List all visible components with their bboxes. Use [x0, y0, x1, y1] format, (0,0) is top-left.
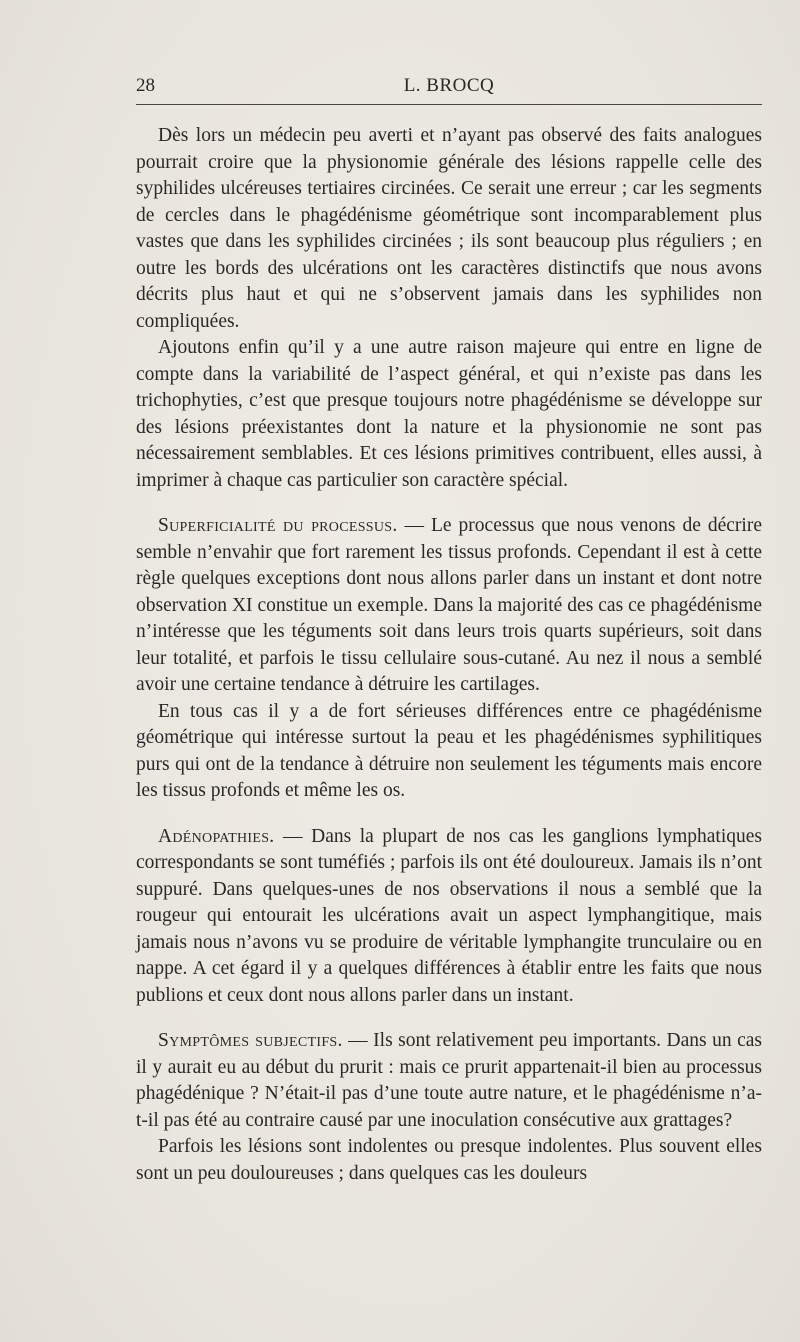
body-text — [136, 123, 762, 1187]
paragraph — [136, 1134, 762, 1187]
page-header — [136, 75, 762, 99]
paragraph — [136, 123, 762, 335]
paragraph-text: — Ils sont relativement peu importants. Dans un cas il y aurait eu au début du prurit : mais ce prurit appartenait-il bien au processus phagédénique ? N’était-il pas d’une toute autre nature, et le phagédénisme n’a-t-il pas été au contraire causé par une inoculation consécutive aux grattages? — [136, 1030, 763, 1131]
section-paragraph — [136, 824, 762, 1010]
paragraph-text: — Dans la plupart de nos cas les ganglions lymphatiques correspondants se sont tuméfiés ; parfois ils ont été douloureux. Jamais ils n’ont suppuré. Dans quelques-unes de nos observations il nous a semblé que la rougeur qui entourait les ulcérations avait un aspect lymphangitique, mais jamais nous n’avons vu se produire de véritable lymphangite trunculaire ou en nappe. A cet égard il y a quelques différences à établir entre les faits que nous publions et ceux dont nous allons parler dans un instant. — [136, 825, 763, 1006]
section-paragraph — [136, 513, 762, 699]
paragraph — [136, 699, 762, 805]
section-heading: Superficialité du processus. — [158, 515, 398, 536]
page-number: 28 — [136, 75, 155, 96]
section-heading: Symptômes subjectifs. — [158, 1030, 343, 1051]
header-rule — [136, 104, 762, 105]
paragraph-text: Dès lors un médecin peu averti et n’ayant pas observé des faits analogues pourrait croire que la physionomie générale des lésions rappelle celle des syphilides ulcéreuses tertiaires circinées. Ce serait une erreur ; car les segments de cercles dans le phagédénisme géométrique sont incomparablement plus vastes que dans les syphilides circinées ; ils sont beaucoup plus réguliers ; en outre les bords des ulcérations ont les caractères distinctifs que nous avons décrits plus haut et qui ne s’observent jamais dans les syphilides non compliquées. — [136, 125, 762, 332]
section-paragraph — [136, 1028, 762, 1134]
paragraph-text: — Le processus que nous venons de décrire semble n’envahir que fort rarement les tissus profonds. Cependant il est à cette règle quelques exceptions dont nous allons parler dans un instant et dont notre observation XI constitue un exemple. Dans la majorité des cas ce phagédénisme n’intéresse que les téguments soit dans leurs trois quarts supérieurs, soit dans leur totalité, et parfois le tissu cellulaire sous-cutané. Au nez il nous a semblé avoir une certaine tendance à détruire les cartilages. — [136, 515, 762, 695]
section-heading: Adénopathies. — [158, 825, 275, 847]
paragraph — [136, 335, 762, 494]
paragraph-text: Parfois les lésions sont indolentes ou presque indolentes. Plus souvent elles sont un peu douloureuses ; dans quelques cas les douleurs — [136, 1136, 762, 1184]
paragraph-text: Ajoutons enfin qu’il y a une autre raison majeure qui entre en ligne de compte dans la variabilité de l’aspect général, et qui n’existe pas dans les trichophyties, c’est que presque toujours notre phagédénisme se développe sur des lésions préexistantes dont la nature et la physionomie ne sont pas nécessairement semblables. Et ces lésions primitives contribuent, elles aussi, à imprimer à chaque cas particulier son caractère spécial. — [136, 337, 762, 491]
paragraph-text: En tous cas il y a de fort sérieuses différences entre ce phagédénisme géométrique qui intéresse surtout la peau et les phagédénismes syphilitiques purs qui ont de la tendance à détruire non seulement les téguments mais encore les tissus profonds et même les os. — [136, 700, 762, 801]
running-head: L. BROCQ — [403, 75, 495, 96]
